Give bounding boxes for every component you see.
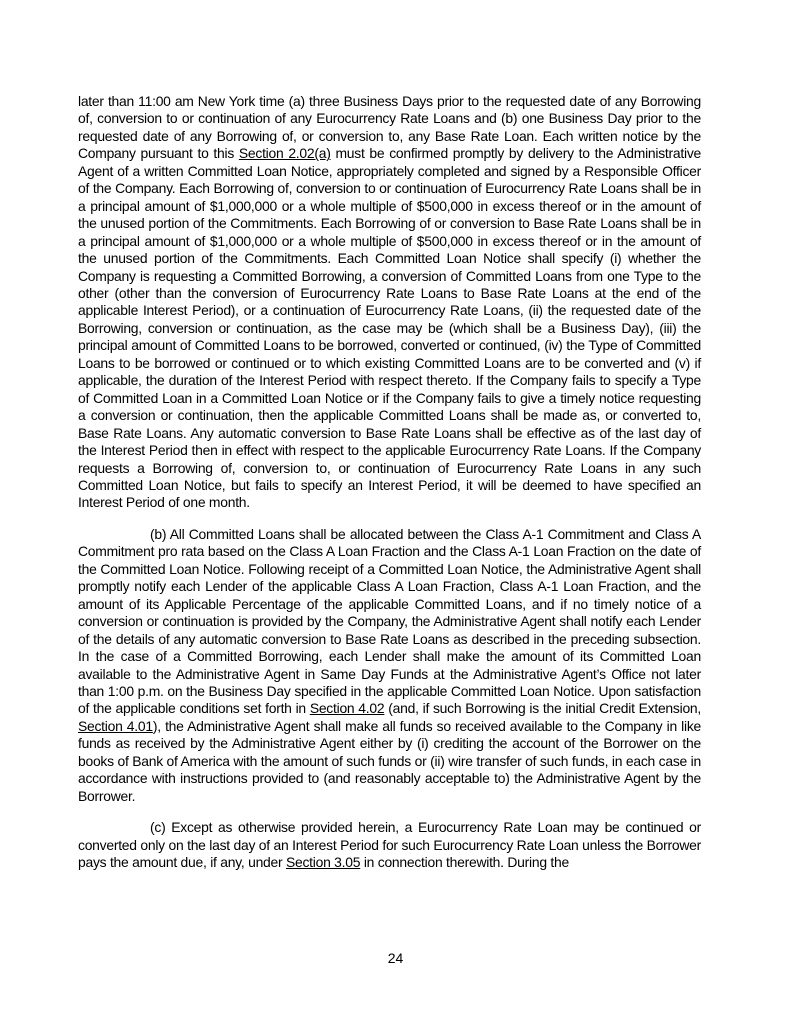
document-body bbox=[78, 93, 701, 885]
paragraph-a-continued bbox=[78, 93, 701, 512]
paragraph-text: (c) Except as otherwise provided herein, a Eurocurrency Rate Loan may be continued or converted only on the last day of an Interest Period for such Eurocurrency Rate Loan unless the Borrower pays the amount due, if any, under bbox=[78, 819, 701, 871]
page-number: 24 bbox=[387, 950, 404, 966]
section-reference: Section 4.01 bbox=[78, 717, 153, 734]
section-reference: Section 3.05 bbox=[285, 854, 361, 871]
section-reference: Section 4.02 bbox=[309, 700, 385, 717]
paragraph-text: in connection therewith. During the bbox=[360, 854, 569, 871]
section-reference: Section 2.02(a) bbox=[238, 145, 331, 162]
paragraph-text: (b) All Committed Loans shall be allocated between the Class A-1 Commitment and Class A Commitment pro rata based on the Class A Loan Fraction and the Class A-1 Loan Fraction on the date of the Committed Loan Notice. Following receipt of a Committed Loan Notice, the Administrative Agent shall promptly notify each Lender of the applicable Class A Loan Fraction, Class A-1 Loan Fraction, and the amount of its Applicable Percentage of the applicable Committed Loans, and if no timely notice of a conversion or continuation is provided by the Company, the Administrative Agent shall notify each Lender of the details of any automatic conversion to Base Rate Loans as described in the preceding subsection. In the case of a Committed Borrowing, each Lender shall make the amount of its Committed Loan available to the Administrative Agent in Same Day Funds at the Administrative Agent’s Office not later than 1:00 p.m. on the Business Day specified in the applicable Committed Loan Notice. Upon satisfaction of the applicable conditions set forth in bbox=[78, 525, 701, 717]
paragraph-text: must be confirmed promptly by delivery to the Administrative Agent of a written Committed Loan Notice, appropriately completed and signed by a Responsible Officer of the Company. Each Borrowing of, conversion to or continuation of Eurocurrency Rate Loans shall be in a principal amount of $1,000,000 or a whole multiple of $500,000 in excess thereof or in the amount of the unused portion of the Commitments. Each Borrowing of or conversion to Base Rate Loans shall be in a principal amount of $1,000,000 or a whole multiple of $500,000 in excess thereof or in the amount of the unused portion of the Commitments. Each Committed Loan Notice shall specify (i) whether the Company is requesting a Committed Borrowing, a conversion of Committed Loans from one Type to the other (other than the conversion of Eurocurrency Rate Loans to Base Rate Loans at the end of the applicable Interest Period), or a continuation of Eurocurrency Rate Loans, (ii) the requested date of the Borrowing, conversion or continuation, as the case may be (which shall be a Business Day), (iii) the principal amount of Committed Loans to be borrowed, converted or continued, (iv) the Type of Committed Loans to be borrowed or continued or to which existing Committed Loans are to be converted and (v) if applicable, the duration of the Interest Period with respect thereto. If the Company fails to specify a Type of Committed Loan in a Committed Loan Notice or if the Company fails to give a timely notice requesting a conversion or continuation, then the applicable Committed Loans shall be made as, or converted to, Base Rate Loans. Any automatic conversion to Base Rate Loans shall be effective as of the last day of the Interest Period then in effect with respect to the applicable Eurocurrency Rate Loans. If the Company requests a Borrowing of, conversion to, or continuation of Eurocurrency Rate Loans in any such Committed Loan Notice, but fails to specify an Interest Period, it will be deemed to have specified an Interest Period of one month. bbox=[78, 145, 701, 511]
paragraph-b bbox=[78, 526, 701, 805]
paragraph-c bbox=[78, 819, 701, 871]
paragraph-text: ), the Administrative Agent shall make all funds so received available to the Company in like funds as received by the Administrative Agent either by (i) crediting the account of the Borrower on the books of Bank of America with the amount of such funds or (ii) wire transfer of such funds, in each case in accordance with instructions provided to (and reasonably acceptable to) the Administrative Agent by the Borrower. bbox=[78, 717, 701, 804]
paragraph-text: (and, if such Borrowing is the initial Credit Extension, bbox=[384, 700, 701, 717]
paragraph-text: later than 11:00 am New York time (a) three Business Days prior to the requested date of any Borrowing of, conversion to or continuation of any Eurocurrency Rate Loans and (b) one Business Day prior to the requested date of any Borrowing of, or conversion to, any Base Rate Loan. Each written notice by the Company pursuant to this bbox=[78, 93, 701, 162]
